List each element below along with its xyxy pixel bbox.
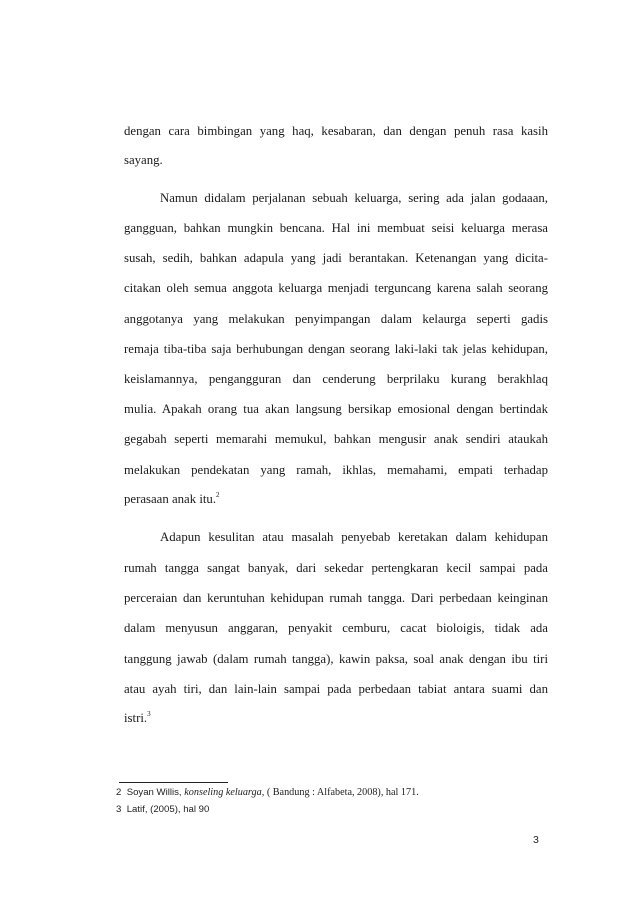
body-line: remaja tiba-tiba saja berhubungan dengan seorang laki-laki tak jelas kehidupan, xyxy=(124,342,548,356)
body-line: anggotanya yang melakukan penyimpangan dalam kelaurga seperti gadis xyxy=(124,312,548,326)
footnote-text: Latif, (2005), hal 90 xyxy=(126,804,210,815)
body-line xyxy=(124,708,548,728)
footnote-3 xyxy=(116,803,209,816)
body-line: dengan cara bimbingan yang haq, kesabaran, dan dengan penuh rasa kasih xyxy=(124,124,548,138)
footnote-divider xyxy=(119,782,228,783)
footnote-ref-2[interactable]: 2 xyxy=(216,491,220,499)
body-line: rumah tangga sangat banyak, dari sekedar pertengkaran kecil sampai pada xyxy=(124,561,548,575)
body-line: mulia. Apakah orang tua akan langsung bersikap emosional dengan bertindak xyxy=(124,402,548,416)
page-number: 3 xyxy=(533,834,539,846)
body-line: melakukan pendekatan yang ramah, ikhlas, memahami, empati terhadap xyxy=(124,463,548,477)
body-line: gegabah seperti memarahi memukul, bahkan mengusir anak sendiri ataukah xyxy=(124,432,548,446)
body-line-text: perasaan anak itu. xyxy=(124,492,217,506)
footnote-number: 3 xyxy=(116,804,122,815)
footnote-author: Soyan Willis, xyxy=(126,787,182,798)
body-line: dalam menyusun anggaran, penyakit cemburu, cacat bioloigis, tidak ada xyxy=(124,621,548,635)
footnote-ref-3[interactable]: 3 xyxy=(147,710,151,718)
footnote-2 xyxy=(116,786,419,799)
footnote-number: 2 xyxy=(116,787,122,798)
body-line: atau ayah tiri, dan lain-lain sampai pada perbedaan tabiat antara suami dan xyxy=(124,682,548,696)
body-line: Namun didalam perjalanan sebuah keluarga, sering ada jalan godaaan, xyxy=(160,191,548,205)
body-line: susah, sedih, bahkan adapula yang jadi berantakan. Ketenangan yang dicita- xyxy=(124,251,548,265)
body-line: perceraian dan keruntuhan kehidupan rumah tangga. Dari perbedaan keinginan xyxy=(124,591,548,605)
footnote-title: konseling keluarga, xyxy=(184,787,265,798)
body-line: tanggung jawab (dalam rumah tangga), kawin paksa, soal anak dengan ibu tiri xyxy=(124,652,548,666)
body-line-text: istri. xyxy=(124,711,148,725)
body-line: Adapun kesulitan atau masalah penyebab keretakan dalam kehidupan xyxy=(160,530,548,544)
footnote-publication: ( Bandung : Alfabeta, 2008), hal 171. xyxy=(264,787,419,798)
body-line xyxy=(124,489,548,509)
body-line: keislamannya, pengangguran dan cenderung berprilaku kurang berakhlaq xyxy=(124,372,548,386)
body-line: citakan oleh semua anggota keluarga menjadi terguncang karena salah seorang xyxy=(124,281,548,295)
body-line: sayang. xyxy=(124,153,163,167)
body-line: gangguan, bahkan mungkin bencana. Hal ini membuat seisi keluarga merasa xyxy=(124,221,548,235)
